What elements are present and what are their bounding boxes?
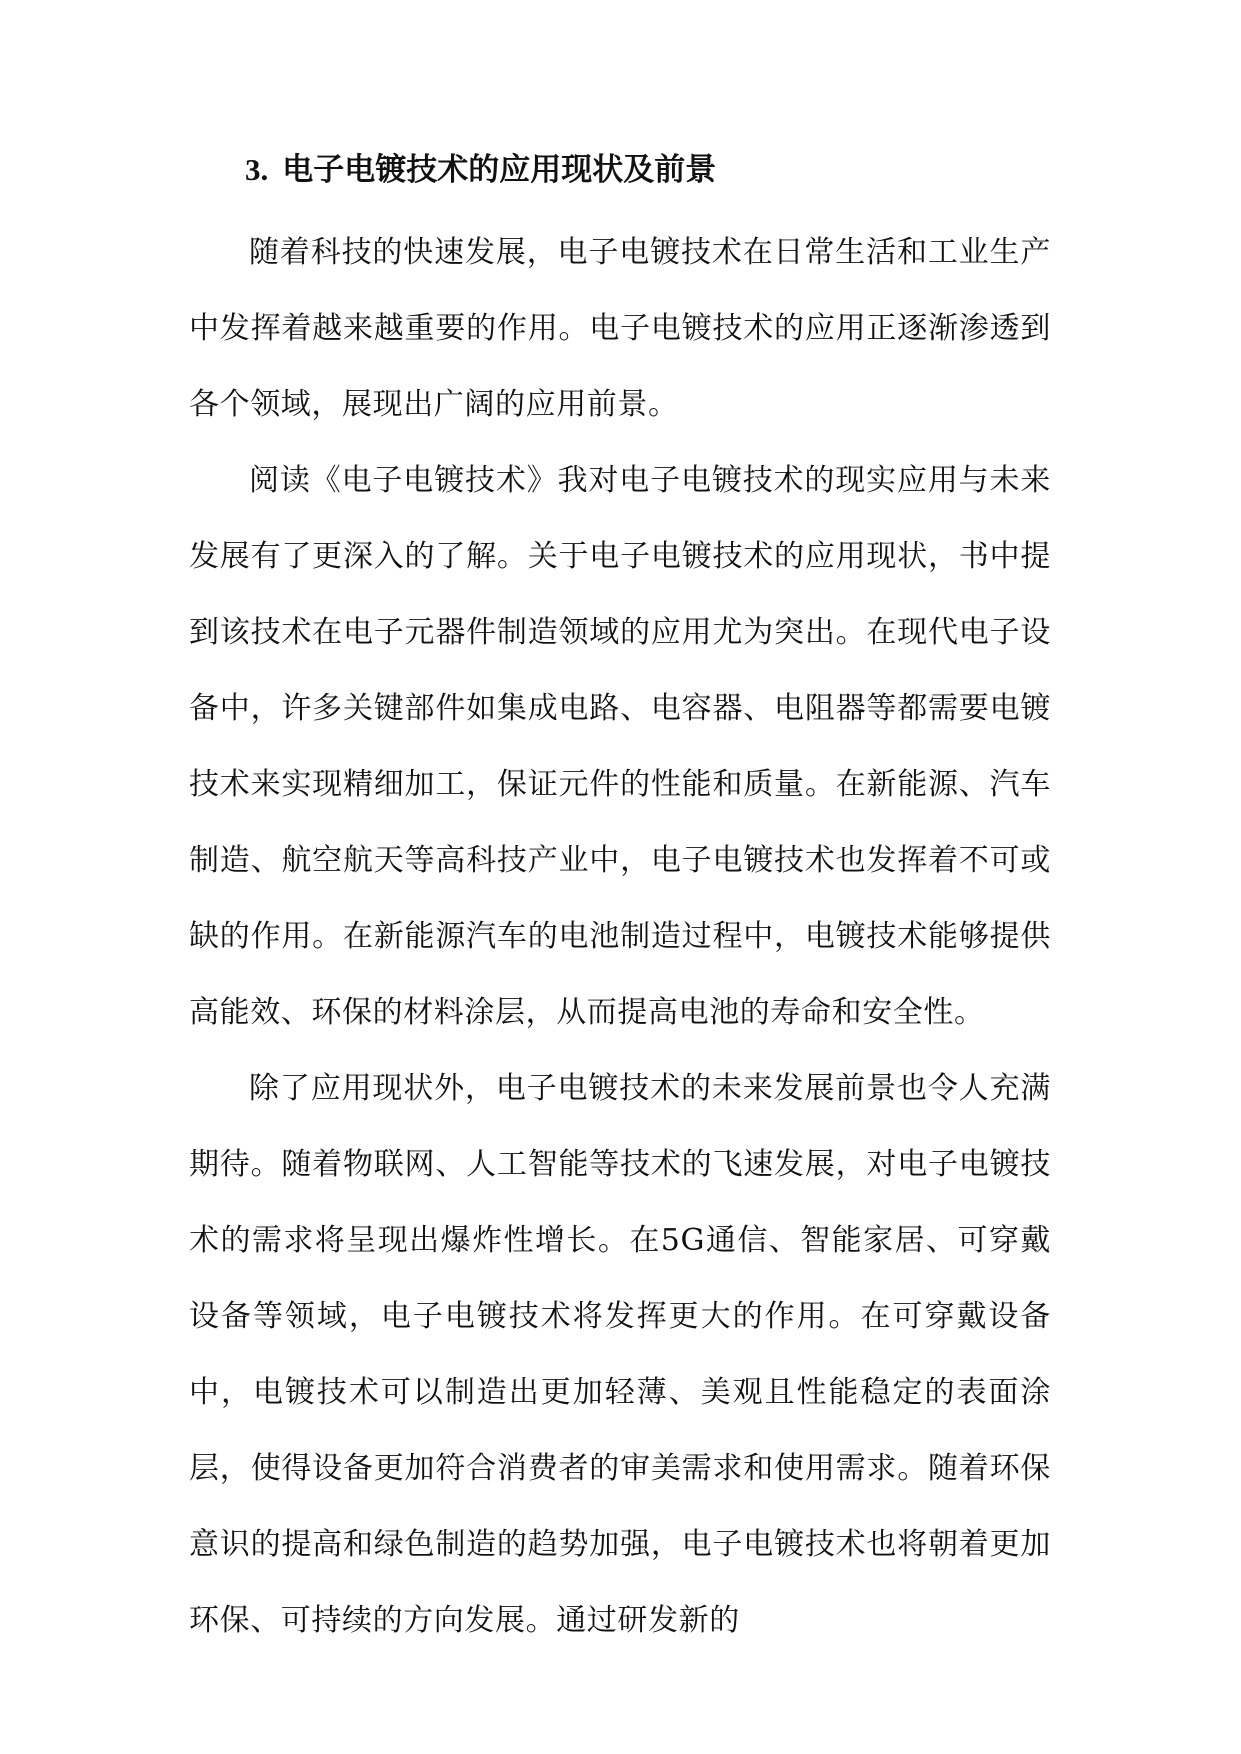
section-number: 3. bbox=[245, 152, 269, 187]
section-title: 电子电镀技术的应用现状及前景 bbox=[282, 152, 717, 188]
body-paragraph: 阅读《电子电镀技术》我对电子电镀技术的现实应用与未来发展有了更深入的了解。关于电子电镀技术的应用现状，书中提到该技术在电子元器件制造领域的应用尤为突出。在现代电子设备中，许多关键部件如集成电路、电容器、电阻器等都需要电镀技术来实现精细加工，保证元件的性能和质量。在新能源、汽车制造、航空航天等高科技产业中，电子电镀技术也发挥着不可或缺的作用。在新能源汽车的电池制造过程中，电镀技术能够提供高能效、环保的材料涂层，从而提高电池的寿命和安全性。 bbox=[189, 463, 1051, 1030]
body-paragraph: 随着科技的快速发展，电子电镀技术在日常生活和工业生产中发挥着越来越重要的作用。电子电镀技术的应用正逐渐渗透到各个领域，展现出广阔的应用前景。 bbox=[189, 235, 1051, 422]
body-paragraph: 除了应用现状外，电子电镀技术的未来发展前景也令人充满期待。随着物联网、人工智能等技术的飞速发展，对电子电镀技术的需求将呈现出爆炸性增长。在5G通信、智能家居、可穿戴设备等领域，电子电镀技术将发挥更大的作用。在可穿戴设备中，电镀技术可以制造出更加轻薄、美观且性能稳定的表面涂层，使得设备更加符合消费者的审美需求和使用需求。随着环保意识的提高和绿色制造的趋势加强，电子电镀技术也将朝着更加环保、可持续的方向发展。通过研发新的 bbox=[189, 1071, 1051, 1638]
section-heading bbox=[245, 142, 716, 198]
